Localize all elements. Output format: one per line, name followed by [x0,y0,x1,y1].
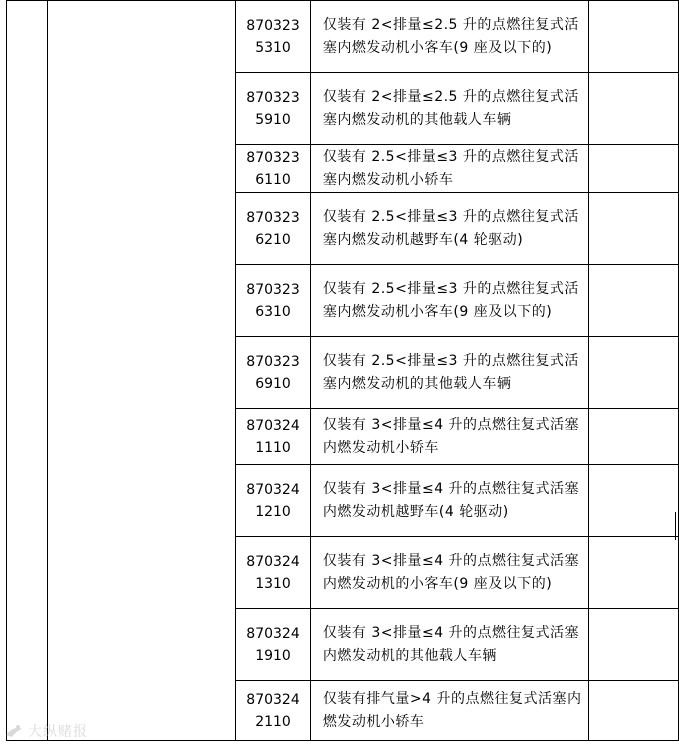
goods-description-cell: 仅装有 2<排量≤2.5 升的点燃往复式活塞内燃发动机的其他载人车辆 [310,73,588,145]
tariff-code-part2: 1910 [255,647,291,664]
tariff-code-part1: 870324 [246,691,300,708]
tariff-code-cell [236,465,311,537]
tariff-code-part2: 6210 [255,231,291,248]
tariff-code-cell [236,145,311,193]
tariff-code-cell [236,609,311,681]
tariff-code-part2: 6110 [255,171,291,188]
rate-cell [589,265,679,337]
page-edge-mark [675,512,676,540]
goods-description-cell: 仅装有 3<排量≤4 升的点燃往复式活塞内燃发动机的其他载人车辆 [310,609,588,681]
goods-description-cell: 仅装有 2.5<排量≤3 升的点燃往复式活塞内燃发动机小客车(9 座及以下的) [310,265,588,337]
tariff-code-part1: 870323 [246,281,300,298]
goods-description-cell: 仅装有 2.5<排量≤3 升的点燃往复式活塞内燃发动机的其他载人车辆 [310,337,588,409]
tariff-code-part2: 1310 [255,575,291,592]
watermark [4,719,88,743]
tariff-code-cell [236,265,311,337]
heading-column-cell [47,1,236,741]
rate-cell [589,465,679,537]
tariff-code-cell [236,193,311,265]
tariff-code-part1: 870323 [246,209,300,226]
tariff-code-part2: 6310 [255,303,291,320]
tariff-code-part2: 1110 [255,439,291,456]
tariff-code-part2: 1210 [255,503,291,520]
tariff-code-part2: 5310 [255,39,291,56]
rate-cell [589,337,679,409]
tariff-code-cell [236,337,311,409]
goods-description-cell: 仅装有 3<排量≤4 升的点燃往复式活塞内燃发动机小轿车 [310,409,588,465]
tariff-code-part1: 870323 [246,353,300,370]
watermark-text: 大纵赌报 [28,724,88,740]
tariff-code-part1: 870323 [246,17,300,34]
rate-cell [589,537,679,609]
rate-cell [589,193,679,265]
rate-cell [589,681,679,741]
tariff-code-part1: 870323 [246,149,300,166]
rate-cell [589,145,679,193]
tariff-code-cell [236,1,311,73]
sequence-column-cell [7,1,48,741]
tariff-table-body [7,1,679,741]
tariff-code-part2: 2110 [255,713,291,730]
tariff-code-cell [236,73,311,145]
goods-description-cell: 仅装有 3<排量≤4 升的点燃往复式活塞内燃发动机的小客车(9 座及以下的) [310,537,588,609]
goods-description-cell: 仅装有 3<排量≤4 升的点燃往复式活塞内燃发动机越野车(4 轮驱动) [310,465,588,537]
rate-cell [589,73,679,145]
tariff-code-cell [236,537,311,609]
tariff-code-part2: 5910 [255,111,291,128]
tariff-table [6,0,679,741]
tariff-code-part1: 870324 [246,625,300,642]
goods-description-cell: 仅装有 2.5<排量≤3 升的点燃往复式活塞内燃发动机越野车(4 轮驱动) [310,193,588,265]
goods-description-cell: 仅装有排气量>4 升的点燃往复式活塞内燃发动机小轿车 [310,681,588,741]
watermark-logo-icon [4,723,24,739]
tariff-code-part1: 870323 [246,89,300,106]
rate-cell [589,409,679,465]
goods-description-cell: 仅装有 2<排量≤2.5 升的点燃往复式活塞内燃发动机小客车(9 座及以下的) [310,1,588,73]
tariff-code-cell [236,681,311,741]
tariff-code-cell [236,409,311,465]
rate-cell [589,1,679,73]
rate-cell [589,609,679,681]
table-row [7,1,679,73]
tariff-code-part1: 870324 [246,417,300,434]
tariff-code-part1: 870324 [246,481,300,498]
goods-description-cell: 仅装有 2.5<排量≤3 升的点燃往复式活塞内燃发动机小轿车 [310,145,588,193]
tariff-code-part1: 870324 [246,553,300,570]
tariff-code-part2: 6910 [255,375,291,392]
